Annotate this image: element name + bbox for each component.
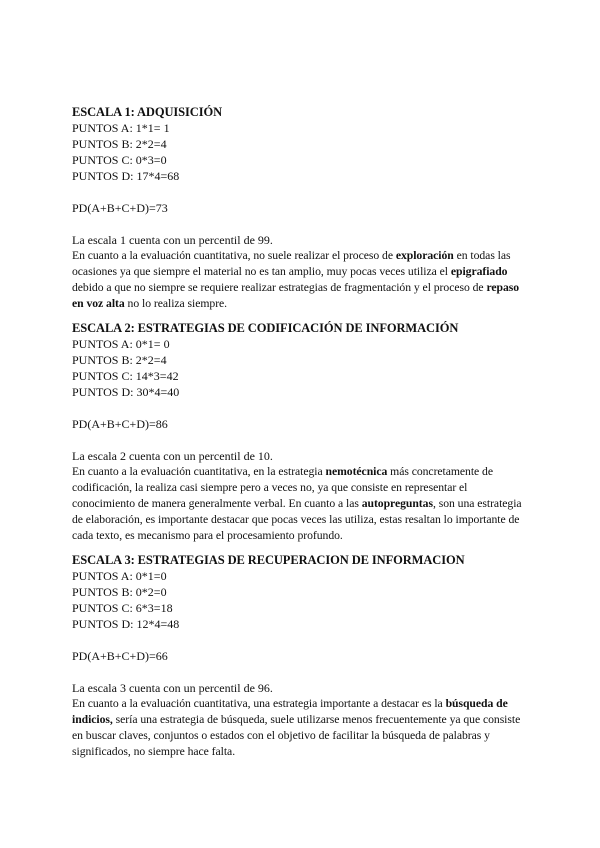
- section-title: ESCALA 3: ESTRATEGIAS DE RECUPERACION DE INFORMACION: [72, 553, 465, 567]
- points-line: PUNTOS A: 0*1= 0: [72, 337, 170, 351]
- points-line: PUNTOS B: 0*2=0: [72, 585, 167, 599]
- section-title: ESCALA 1: ADQUISICIÓN: [72, 105, 223, 119]
- section-title: ESCALA 2: ESTRATEGIAS DE CODIFICACIÓN DE INFORMACIÓN: [72, 321, 459, 335]
- percentile-text: La escala 1 cuenta con un percentil de 99.: [72, 233, 273, 247]
- points-line: PUNTOS D: 30*4=40: [72, 385, 180, 399]
- points-line: PUNTOS C: 14*3=42: [72, 369, 179, 383]
- section-escala-3: [72, 552, 528, 760]
- points-line: PUNTOS D: 12*4=48: [72, 617, 180, 631]
- percentile-text: La escala 2 cuenta con un percentil de 10.: [72, 449, 273, 463]
- points-line: PUNTOS D: 17*4=68: [72, 169, 180, 183]
- document-page: [72, 104, 528, 760]
- evaluation-paragraph: En cuanto a la evaluación cuantitativa, una estrategia importante a destacar es la búsqueda de indicios, sería una estrategia de búsqueda, suele utilizarse menos frecuentemente ya que consiste en buscar claves, conjuntos o estados con el objetivo de facilitar la búsqueda de palabras y significados, no siempre hace falta.: [72, 697, 521, 758]
- evaluation-paragraph: En cuanto a la evaluación cuantitativa, no suele realizar el proceso de exploración en todas las ocasiones ya que siempre el material no es tan amplio, muy pocas veces utiliza el epigrafiado debido a que no siempre se requiere realizar estrategias de fragmentación y el proceso de repaso en voz alta no lo realiza siempre.: [72, 249, 520, 310]
- section-escala-2: [72, 320, 528, 544]
- percentile-text: La escala 3 cuenta con un percentil de 96.: [72, 681, 273, 695]
- points-line: PUNTOS C: 6*3=18: [72, 601, 173, 615]
- section-escala-1: [72, 104, 528, 312]
- evaluation-paragraph: En cuanto a la evaluación cuantitativa, en la estrategia nemotécnica más concretamente de codificación, la realiza casi siempre pero a veces no, ya que consiste en representar el conocimiento de manera generalmente verbal. En cuanto a las autopreguntas, son una estrategia de elaboración, es importante destacar que pocas veces las utiliza, estas resaltan lo importante de cada texto, es mecanismo para el procesamiento profundo.: [72, 465, 522, 542]
- pd-total: PD(A+B+C+D)=66: [72, 649, 168, 663]
- points-line: PUNTOS A: 1*1= 1: [72, 121, 170, 135]
- points-line: PUNTOS A: 0*1=0: [72, 569, 167, 583]
- pd-total: PD(A+B+C+D)=73: [72, 201, 168, 215]
- points-line: PUNTOS B: 2*2=4: [72, 137, 167, 151]
- pd-total: PD(A+B+C+D)=86: [72, 417, 168, 431]
- points-line: PUNTOS B: 2*2=4: [72, 353, 167, 367]
- points-line: PUNTOS C: 0*3=0: [72, 153, 167, 167]
